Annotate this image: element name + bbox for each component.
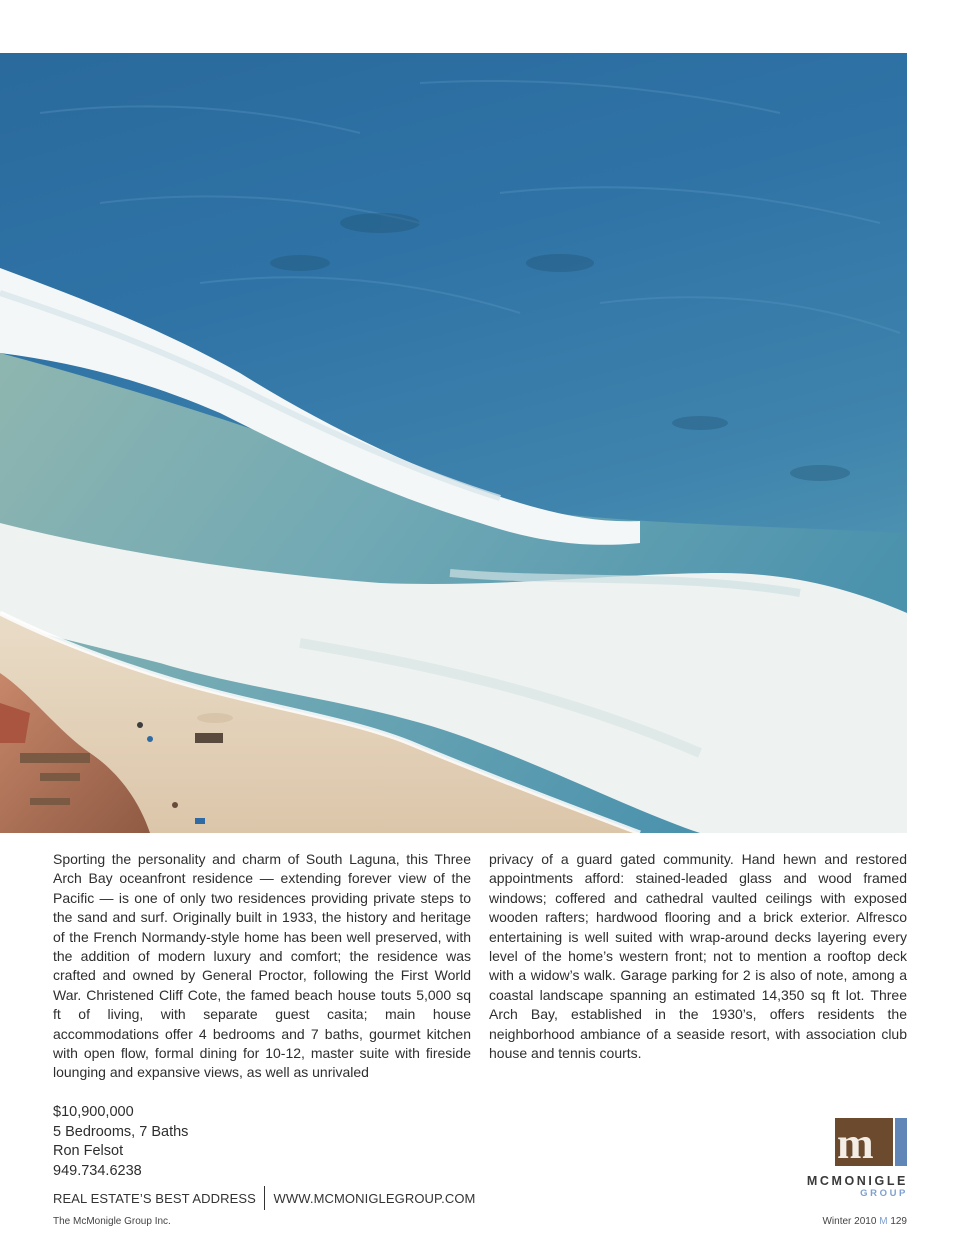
- tagline: [53, 1185, 475, 1211]
- logo-mark: [835, 1118, 893, 1166]
- logo-letter: m: [837, 1119, 874, 1168]
- tagline-slogan: REAL ESTATE’S BEST ADDRESS: [53, 1190, 256, 1206]
- footer-company: The McMonigle Group Inc.: [53, 1216, 171, 1227]
- tagline-divider: [264, 1186, 266, 1210]
- logo-group: GROUP: [860, 1188, 908, 1199]
- article-column-right: privacy of a guard gated community. Hand hewn and restored appointments afford: stained-leaded glass and wood framed windows; coffered and cathedral vaulted ceilings with exposed wooden rafters; hardwood flooring and a brick exterior. Alfresco entertaining is well suited with wrap-around decks layering every level of the home’s western front; not to mention a rooftop deck with a widow’s walk. Garage parking for 2 is also of note, among a coastal landscape spanning an estimated 14,350 sq ft lot. Three Arch Bay, established in the 1930’s, offers residents the neighborhood ambiance of a seaside resort, with association club house and tennis courts.: [489, 851, 907, 1062]
- aerial-beach-photo: [0, 53, 907, 833]
- logo-bar: [895, 1118, 907, 1166]
- magazine-letter: M: [879, 1216, 888, 1227]
- listing-details: [53, 1103, 188, 1181]
- listing-agent: Ron Felsot: [53, 1143, 124, 1160]
- website-link[interactable]: WWW.MCMONIGLEGROUP.COM: [273, 1190, 476, 1206]
- page-number: 129: [890, 1216, 907, 1227]
- footer-issue-date: Winter 2010: [822, 1216, 877, 1227]
- logo-name: MCMONIGLE: [806, 1174, 908, 1188]
- listing-price: $10,900,000: [53, 1104, 134, 1120]
- listing-rooms: 5 Bedrooms, 7 Baths: [53, 1123, 189, 1140]
- listing-phone: 949.734.6238: [53, 1162, 142, 1179]
- footer-issue: [822, 1216, 907, 1227]
- article-column-left: Sporting the personality and charm of South Laguna, this Three Arch Bay oceanfront residence — extending forever view of the Pacific — is one of only two residences providing private steps to the sand and surf. Originally built in 1933, the history and heritage of the French Normandy-style home has been well preserved, with the addition of modern luxury and comfort; the residence was crafted and owned by General Proctor, following the First World War. Christened Cliff Cote, the famed beach house touts 5,000 sq ft of living, with separate guest casita; main house accommodations offer 4 bedrooms and 7 baths, gourmet kitchen with open flow, formal dining for 10-12, master suite with fireside lounging and expansive views, as well as unrivaled: [53, 851, 471, 1081]
